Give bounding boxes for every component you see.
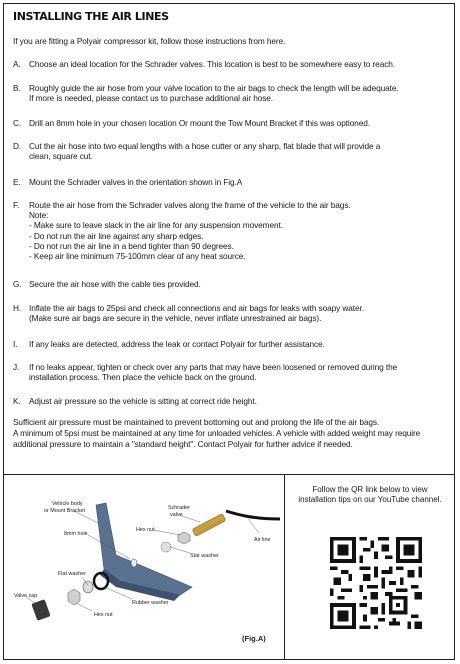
flat-washer-icon: [83, 581, 93, 593]
star-washer-icon: [161, 542, 171, 552]
step-letter: C.: [13, 118, 22, 128]
figure-caption: (Fig.A): [242, 634, 266, 643]
step-f: [13, 200, 446, 261]
step-text: Secure the air hose with the cable ties provided.: [29, 279, 201, 289]
step-letter: I.: [13, 339, 18, 349]
label-flat-washer: Flat washer: [58, 571, 86, 577]
step-letter: F.: [13, 200, 20, 210]
step-a: [13, 59, 446, 69]
youtube-qr-code[interactable]: [330, 537, 422, 629]
step-text: Inflate the air bags to 25psi and check all connections and air bags for leaks with soapy water. (Make sure air bags are secure in the vehicle, never inflate unrestrained air bags).: [29, 303, 364, 324]
hex-nut-bottom-icon: [68, 589, 80, 605]
bottom-panel: [4, 474, 454, 659]
page-title: INSTALLING THE AIR LINES: [13, 10, 169, 23]
closing-paragraph: Sufficient air pressure must be maintained to prevent bottoming out and prolong the life of the air bags. A minimum of 5psi must be maintained at any time for unloaded vehicles. A vehicle with added weight may require additional pressure to maintain a "standard height". Contact Polyair for further advice if needed.: [13, 417, 421, 449]
step-j: [13, 362, 446, 382]
hex-nut-top-icon: [178, 532, 190, 544]
label-star-washer: Star washer: [190, 553, 219, 559]
step-letter: H.: [13, 303, 22, 313]
step-text: Adjust air pressure so the vehicle is sitting at correct ride height.: [29, 396, 257, 406]
label-air-line: Air line: [254, 537, 271, 543]
hole-icon: [131, 559, 137, 567]
label-hole: 8mm hole: [64, 531, 88, 537]
label-valve: valve: [170, 512, 183, 518]
schrader-valve-icon: [192, 513, 226, 536]
instruction-sheet: [3, 3, 455, 660]
step-i: [13, 339, 446, 349]
step-text: Choose an ideal location for the Schrader valves. This location is best to be somewhere easy to reach.: [29, 59, 395, 69]
step-text: If any leaks are detected, address the leak or contact Polyair for further assistance.: [29, 339, 325, 349]
step-k: [13, 396, 446, 406]
label-rubber-washer: Rubber washer: [132, 600, 169, 606]
step-letter: J.: [13, 362, 20, 372]
label-valve-cap: Valve cap: [14, 593, 38, 599]
step-text: Cut the air hose into two equal lengths with a hose cutter or any sharp, flat blade that will provide a clean, square cut.: [29, 141, 381, 162]
label-schrader: Schrader: [168, 505, 190, 511]
step-text: Route the air hose from the Schrader valves along the frame of the vehicle to the air bags. Note: - Make sure to leave slack in the air line for any suspension movement. - Do not run the air line against any sharp edges. - Do not run the air line in a bend tighter than 90 degrees. - Keep air line minimum 75-100mm clear of any heat source.: [29, 200, 351, 262]
label-hex-nut-top: Hex nut: [136, 527, 155, 533]
step-letter: B.: [13, 83, 21, 93]
step-text: Roughly guide the air hose from your valve location to the air bags to check the length will be adequate. If more is needed, please contact us to purchase additional air hose.: [29, 83, 399, 104]
step-letter: E.: [13, 177, 21, 187]
step-text: Mount the Schrader valves in the orientation shown in Fig.A: [29, 177, 243, 187]
step-c: [13, 118, 446, 128]
qr-instructions: Follow the QR link below to view installation tips on our YouTube channel.: [298, 485, 442, 504]
panel-divider: [284, 475, 285, 659]
step-g: [13, 279, 446, 289]
step-text: Drill an 8mm hole in your chosen location Or mount the Tow Mount Bracket if this was optioned.: [29, 118, 370, 128]
step-letter: K.: [13, 396, 21, 406]
step-h: [13, 303, 446, 323]
step-b: [13, 83, 446, 103]
intro-text: If you are fitting a Polyair compressor kit, follow those instructions from here.: [13, 36, 286, 46]
step-e: [13, 177, 446, 187]
step-d: [13, 141, 446, 161]
label-hex-nut-bottom: Hex nut: [94, 612, 113, 618]
valve-mount-diagram: [4, 475, 284, 659]
step-letter: D.: [13, 141, 22, 151]
step-letter: A.: [13, 59, 21, 69]
air-line-shape: [226, 511, 280, 519]
label-mount-bracket: or Mount Bracket: [44, 508, 86, 514]
step-text: If no leaks appear, tighten or check over any parts that may have been loosened or removed during the installation process. Then place the vehicle back on the ground.: [29, 362, 398, 383]
step-letter: G.: [13, 279, 22, 289]
label-vehicle-body: Vehicle body: [52, 501, 83, 507]
